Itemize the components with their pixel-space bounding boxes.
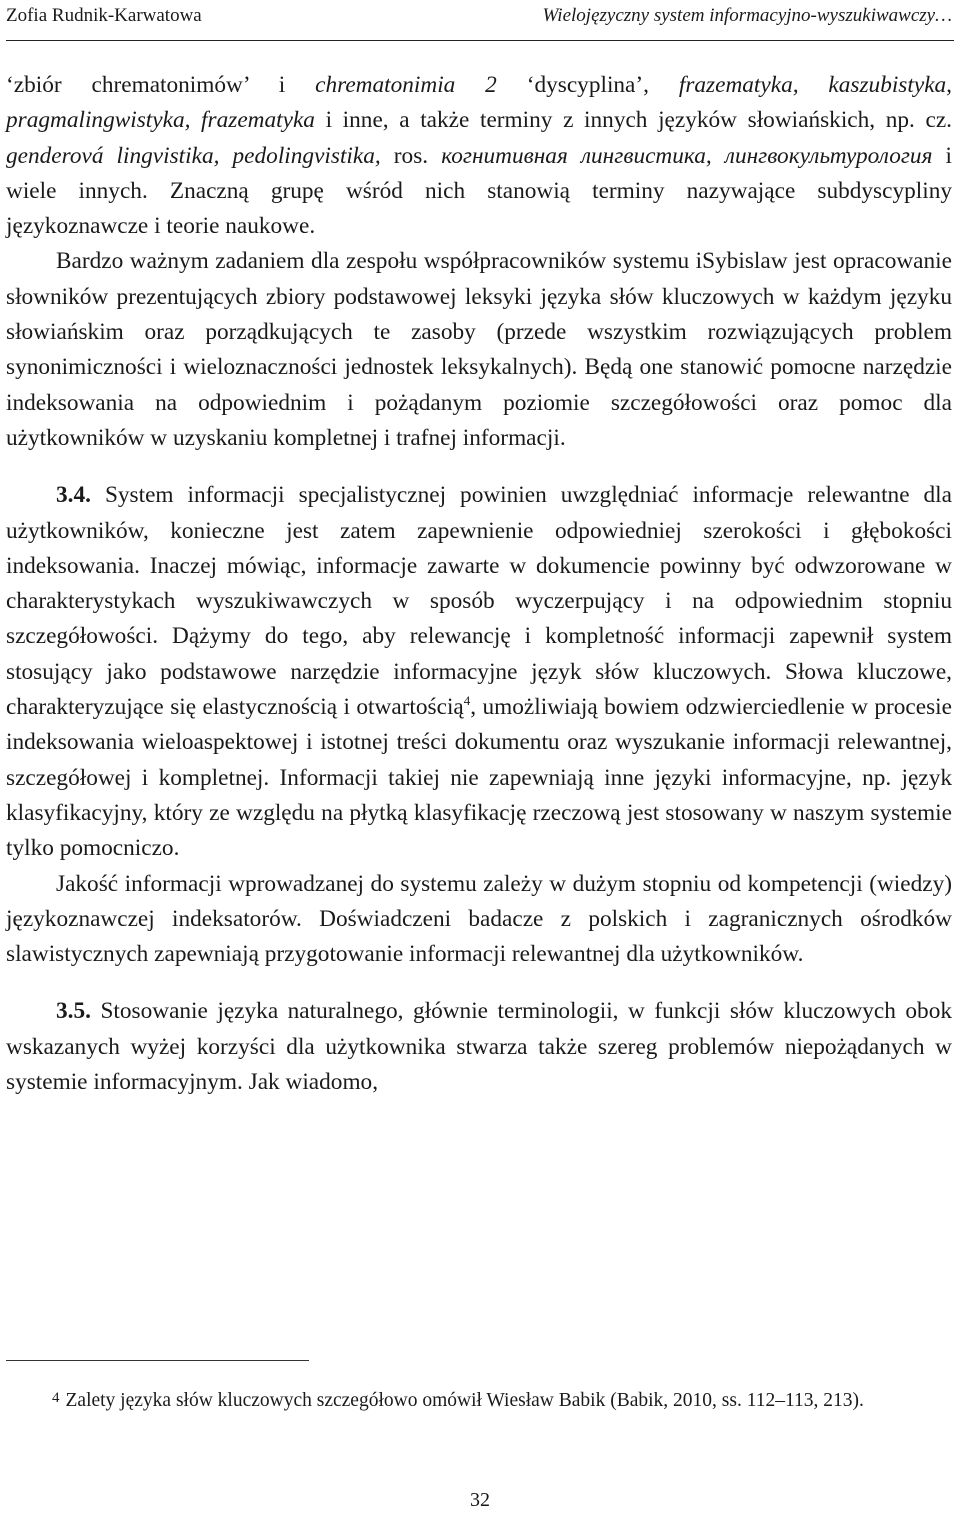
p1-text-2: ‘dyscyplina’,: [496, 72, 679, 98]
p1-italic-4: когнитивная лингвистика, лингвокультурология: [441, 142, 933, 169]
footnote-rule: [6, 1360, 309, 1361]
p1-text-5: i wiele innych. Znaczną grupę wśród nich stanowią terminy nazywające subdyscypliny językoznawcze i teorie naukowe.: [6, 142, 952, 240]
paragraph-quality: Jakość informacji wprowadzanej do systemu zależy w dużym stopniu od kompetencji (wiedzy) językoznawczej indeksatorów. Doświadczeni badacze z polskich i zagranicznych ośrodków slawistycznych zapewniają przygotowanie informacji relewantnej dla użytkowników.: [6, 870, 952, 968]
header-rule: [6, 40, 954, 41]
section-3-4: [6, 478, 952, 866]
running-header: [6, 3, 954, 29]
header-title: Wielojęzyczny system informacyjno-wyszukiwawczy…: [542, 5, 952, 26]
footnote: [6, 1382, 952, 1417]
footnote-text: Zalety języka słów kluczowych szczegółowo omówił Wiesław Babik (Babik, 2010, ss. 112–113, 213).: [65, 1390, 864, 1411]
body-text: [6, 68, 952, 1100]
p1-italic-2: frazematyka, kaszubistyka, pragmalingwistyka, frazematyka: [6, 72, 953, 134]
page-number: 32: [470, 1489, 490, 1511]
section-3-4-text-a: System informacji specjalistycznej powinien uwzględniać informacje relewantne dla użytkowników, konieczne jest zatem zapewnienie odpowiedniej szerokości i głębokości indeksowania. Inaczej mówiąc, informacje zawarte w dokumencie powinny być odwzorowane w charakterystykach wyszukiwawczych w sposób wyczerpujący i na odpowiednim stopniu szczegółowości. Dążymy do tego, aby relewancję i kompletność informacji zapewnił system stosujący jako podstawowe narzędzie informacyjne język słów kluczowych. Słowa kluczowe, charakteryzujące się elastycznością i otwartością: [6, 482, 952, 721]
paragraph-continuation: [6, 68, 952, 244]
paragraph-isybislaw: Bardzo ważnym zadaniem dla zespołu współpracowników systemu iSybislaw jest opracowanie słowników prezentujących zbiory podstawowej leksyki języka słów kluczowych w każdym języku słowiańskim oraz porządkujących te zasoby (przede wszystkim rozwiązujących problem synonimiczności i wieloznaczności jednostek leksykalnych). Będą one stanowić pomocne narzędzie indeksowania na odpowiednim i pożądanym poziomie szczegółowości oraz pomoc dla użytkowników w uzyskaniu kompletnej i trafnej informacji.: [6, 248, 952, 451]
section-number-3-4: 3.4.: [56, 482, 91, 509]
p1-text-1: ‘zbiór chrematonimów’ i: [6, 72, 316, 98]
section-3-4-text-b: , umożliwiają bowiem odzwierciedlenie w procesie indeksowania wieloaspektowej i istotnej treści dokumentu oraz wyszukanie informacji relewantnej, szczegółowej i kompletnej. Informacji takiej nie zapewniają inne języki informacyjne, np. język klasyfikacyjny, który ze względu na płytką klasyfikację rzeczową jest stosowany w naszym systemie tylko pomocniczo.: [6, 694, 952, 862]
footnote-reference[interactable]: 4: [463, 693, 471, 709]
p1-italic-3: genderová lingvistika, pedolingvistika,: [6, 142, 381, 169]
section-number-3-5: 3.5.: [56, 998, 91, 1025]
section-3-5-text: Stosowanie języka naturalnego, głównie terminologii, w funkcji słów kluczowych obok wskazanych wyżej korzyści dla użytkownika stwarza także szereg problemów niepożądanych w systemie informacyjnym. Jak wiadomo,: [6, 998, 952, 1096]
header-author: Zofia Rudnik-Karwatowa: [6, 5, 202, 26]
footnote-marker: 4: [52, 1390, 60, 1406]
p1-text-4: ros.: [380, 142, 442, 169]
p1-text-3: i inne, a także terminy z innych języków słowiańskich, np. cz.: [314, 107, 953, 134]
section-3-5: [6, 994, 952, 1100]
p1-italic-1: chrematonimia 2: [315, 72, 497, 98]
